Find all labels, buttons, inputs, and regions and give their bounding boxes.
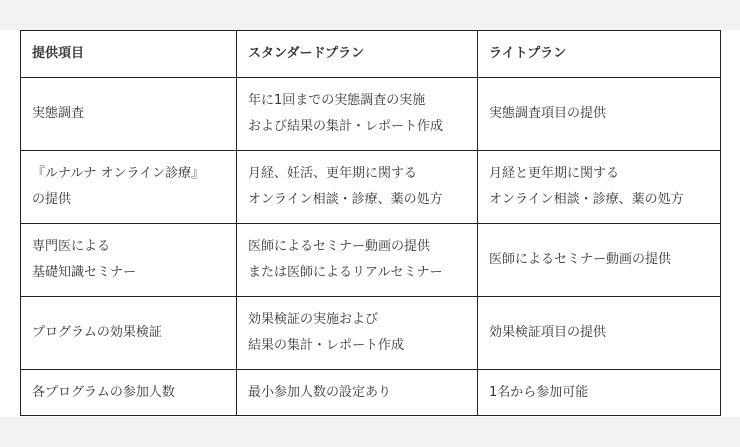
cell-line: および結果の集計・レポート作成 xyxy=(248,119,444,134)
cell-line: オンライン相談・診療、薬の処方 xyxy=(248,192,443,207)
cell-line: の提供 xyxy=(32,192,72,207)
cell-line: 基礎知識セミナー xyxy=(32,265,137,280)
cell-standard xyxy=(237,78,478,151)
cell-line: 月経と更年期に関する xyxy=(489,166,620,181)
header-row xyxy=(21,31,721,78)
header-item: 提供項目 xyxy=(21,31,237,78)
cell-item xyxy=(21,224,237,297)
cell-line: または医師によるリアルセミナー xyxy=(248,265,443,280)
cell-standard xyxy=(237,151,478,224)
cell-line: 効果検証項目の提供 xyxy=(489,325,607,340)
cell-line: 月経、妊活、更年期に関する xyxy=(248,166,418,181)
cell-line: 各プログラムの参加人数 xyxy=(32,384,175,400)
cell-line: 効果検証の実施および xyxy=(248,312,379,327)
cell-line: 実態調査項目の提供 xyxy=(489,106,607,121)
table-row xyxy=(21,224,721,297)
cell-line: 1名から参加可能 xyxy=(489,384,589,400)
cell-item xyxy=(21,370,237,416)
cell-line: 医師によるセミナー動画の提供 xyxy=(489,252,672,267)
header-light-plan: ライトプラン xyxy=(478,31,721,78)
cell-line: 『ルナルナ オンライン診療』 xyxy=(32,166,205,181)
cell-line: 結果の集計・レポート作成 xyxy=(248,338,405,353)
cell-light xyxy=(478,370,721,416)
cell-light xyxy=(478,297,721,370)
cell-line: 専門医による xyxy=(32,239,111,254)
cell-line: 実態調査 xyxy=(32,106,85,121)
cell-line: 年に1回までの実態調査の実施 xyxy=(248,93,426,108)
cell-item xyxy=(21,78,237,151)
cell-light xyxy=(478,151,721,224)
cell-line: オンライン相談・診療、薬の処方 xyxy=(489,192,684,207)
cell-standard xyxy=(237,297,478,370)
cell-line: 最小参加人数の設定あり xyxy=(248,384,392,400)
table-row xyxy=(21,78,721,151)
cell-item xyxy=(21,297,237,370)
cell-standard xyxy=(237,224,478,297)
table-row xyxy=(21,151,721,224)
cell-item xyxy=(21,151,237,224)
table-row xyxy=(21,370,721,416)
plan-comparison-table xyxy=(20,30,721,416)
cell-standard xyxy=(237,370,478,416)
header-standard-plan: スタンダードプラン xyxy=(237,31,478,78)
cell-line: プログラムの効果検証 xyxy=(32,325,162,340)
cell-light xyxy=(478,78,721,151)
cell-line: 医師によるセミナー動画の提供 xyxy=(248,239,431,254)
table-row xyxy=(21,297,721,370)
cell-light xyxy=(478,224,721,297)
